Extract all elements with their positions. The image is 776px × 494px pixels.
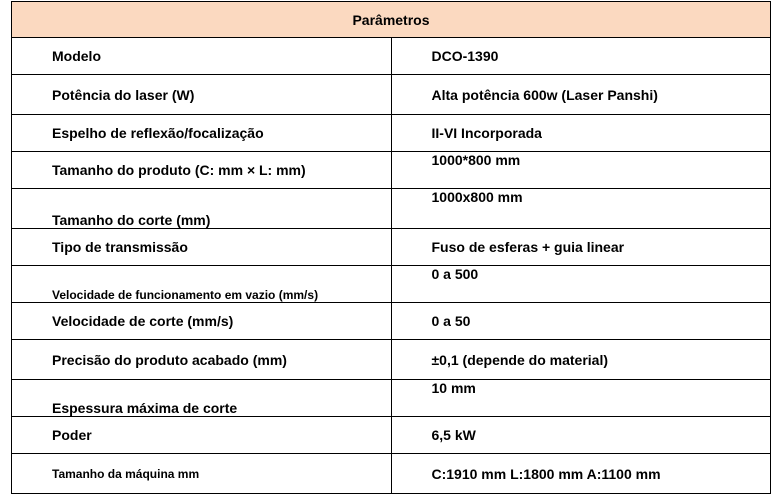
row-label-espessura: Espessura máxima de corte	[12, 380, 392, 417]
row-value-velocidade-vazio: 0 a 500	[391, 266, 771, 303]
row-value-potencia: Alta potência 600w (Laser Panshi)	[391, 75, 771, 115]
row-value-poder: 6,5 kW	[391, 417, 771, 454]
row-value-velocidade-corte: 0 a 50	[391, 303, 771, 340]
table-header-row	[12, 2, 771, 38]
table-header-title: Parâmetros	[12, 2, 771, 38]
table-row	[12, 189, 771, 229]
row-value-tamanho-produto: 1000*800 mm	[391, 152, 771, 189]
row-value-tamanho-corte: 1000x800 mm	[391, 189, 771, 229]
row-label-modelo: Modelo	[12, 38, 392, 75]
row-label-transmissao: Tipo de transmissão	[12, 229, 392, 266]
table-row	[12, 380, 771, 417]
table-row	[12, 75, 771, 115]
row-value-precisao: ±0,1 (depende do material)	[391, 340, 771, 380]
table-row	[12, 115, 771, 152]
row-value-modelo: DCO-1390	[391, 38, 771, 75]
table-row	[12, 340, 771, 380]
parameters-table	[11, 1, 771, 494]
table-row	[12, 417, 771, 454]
row-value-transmissao: Fuso de esferas + guia linear	[391, 229, 771, 266]
row-label-velocidade-vazio: Velocidade de funcionamento em vazio (mm/s)	[12, 266, 392, 303]
row-label-tamanho-corte: Tamanho do corte (mm)	[12, 189, 392, 229]
row-value-espessura: 10 mm	[391, 380, 771, 417]
table-row	[12, 229, 771, 266]
row-label-espelho: Espelho de reflexão/focalização	[12, 115, 392, 152]
row-label-poder: Poder	[12, 417, 392, 454]
row-label-velocidade-corte: Velocidade de corte (mm/s)	[12, 303, 392, 340]
table-row	[12, 303, 771, 340]
table-row	[12, 38, 771, 75]
table-row	[12, 152, 771, 189]
row-label-tamanho-produto: Tamanho do produto (C: mm × L: mm)	[12, 152, 392, 189]
row-label-potencia: Potência do laser (W)	[12, 75, 392, 115]
row-label-tamanho-maquina: Tamanho da máquina mm	[12, 454, 392, 494]
row-value-tamanho-maquina: C:1910 mm L:1800 mm A:1100 mm	[391, 454, 771, 494]
row-label-precisao: Precisão do produto acabado (mm)	[12, 340, 392, 380]
row-value-espelho: II-VI Incorporada	[391, 115, 771, 152]
table-row	[12, 266, 771, 303]
table-row	[12, 454, 771, 494]
